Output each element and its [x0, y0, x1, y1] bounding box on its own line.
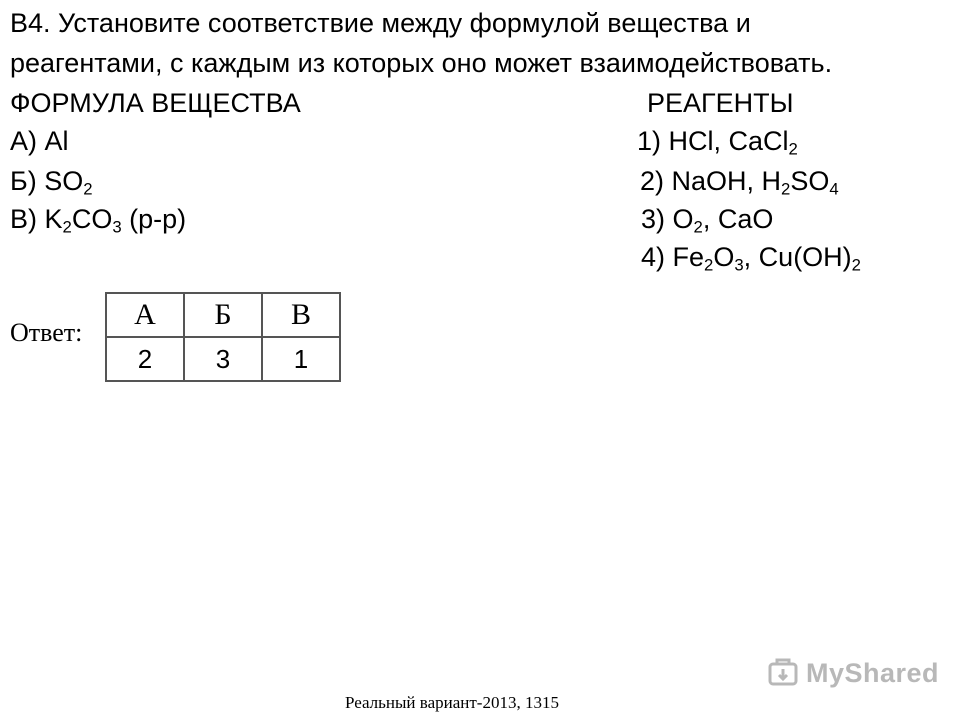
answer-table [105, 292, 341, 382]
myshared-logo-icon [766, 656, 800, 691]
answer-header-row [106, 293, 340, 337]
answer-label: Ответ: [10, 318, 83, 347]
reagent-4-mid2: , Cu(OH) [743, 242, 852, 272]
task-line-2: реагентами, с каждым из которых оно может взаимодействовать. [10, 48, 833, 78]
answer-column-b: Б [184, 293, 262, 337]
reagent-2-subscript-2: 4 [829, 179, 839, 199]
substance-c-subscript-2: 3 [112, 217, 122, 237]
answer-value-b: 3 [184, 337, 262, 381]
answer-column-a: А [106, 293, 184, 337]
watermark-text: MyShared [806, 658, 940, 688]
substance-a [10, 124, 69, 158]
reagent-2-text: 2) NaOH, H [640, 166, 782, 196]
answer-value-c: 1 [262, 337, 340, 381]
reagent-3-suffix: , CaO [702, 204, 774, 234]
reagent-3-subscript: 2 [693, 217, 703, 237]
reagent-1 [637, 124, 798, 158]
reagent-1-text: 1) HCl, CaCl [637, 126, 789, 156]
substance-b-subscript: 2 [83, 179, 93, 199]
substance-c-mid: CO [71, 204, 113, 234]
task-line-1: B4. Установите соответствие между формулой вещества и [10, 8, 751, 38]
reagent-4 [641, 240, 861, 274]
substance-c [10, 202, 186, 236]
answer-value-row [106, 337, 340, 381]
reagent-2-mid: SO [790, 166, 830, 196]
substance-b [10, 164, 93, 198]
substance-c-suffix: (р-р) [121, 204, 187, 234]
reagent-1-subscript: 2 [788, 139, 798, 159]
source-footer: Реальный вариант-2013, 1315 [345, 693, 559, 712]
reagent-4-subscript-2: 3 [734, 255, 744, 275]
substance-c-subscript-1: 2 [62, 217, 72, 237]
watermark [766, 656, 939, 691]
answer-column-c: В [262, 293, 340, 337]
substance-c-text: В) K [10, 204, 63, 234]
reagent-2-subscript-1: 2 [781, 179, 791, 199]
reagent-4-text: 4) Fe [641, 242, 705, 272]
substance-b-text: Б) SO [10, 166, 84, 196]
substance-header: ФОРМУЛА ВЕЩЕСТВА [10, 88, 301, 118]
reagent-header: РЕАГЕНТЫ [647, 88, 794, 118]
reagent-2 [640, 164, 839, 198]
reagent-4-subscript-3: 2 [851, 255, 861, 275]
substance-a-text: А) Al [10, 126, 69, 156]
reagent-3-text: 3) O [641, 204, 694, 234]
answer-value-a: 2 [106, 337, 184, 381]
reagent-3 [641, 202, 773, 236]
reagent-4-mid: O [713, 242, 735, 272]
reagent-4-subscript-1: 2 [704, 255, 714, 275]
